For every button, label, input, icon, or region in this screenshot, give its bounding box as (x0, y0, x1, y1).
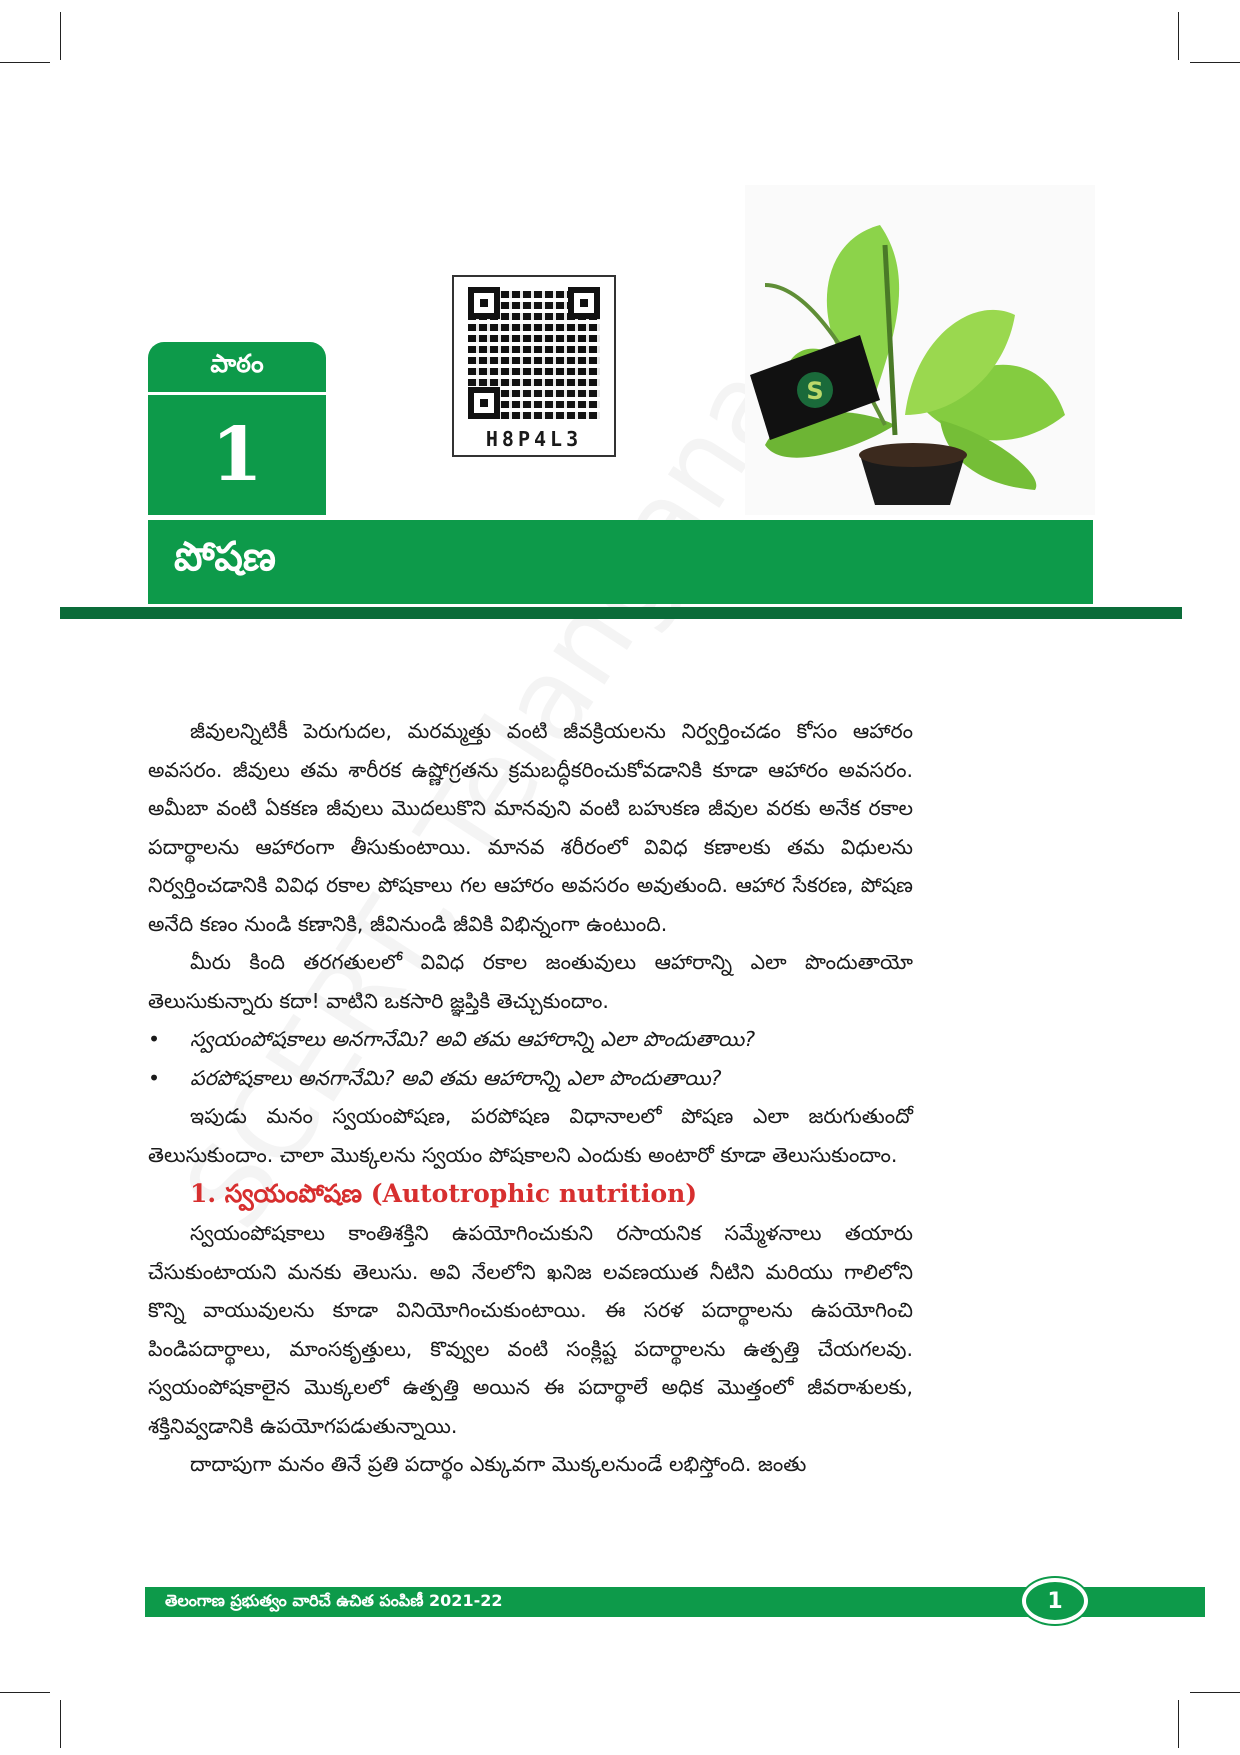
section-heading: 1. స్వయంపోషణ (Autotrophic nutrition) (190, 1179, 698, 1208)
qr-finder (468, 287, 500, 319)
crop-mark (1178, 1700, 1179, 1748)
paragraph: మీరు కింది తరగతులలో వివిధ రకాల జంతువులు ఆహారాన్ని ఎలా పొందుతాయో తెలుసుకున్నారు కదా! వాటిని ఒకసారి జ్ఞప్తికి తెచ్చుకుందాం. (148, 950, 913, 1013)
crop-mark (0, 62, 50, 63)
paragraph: దాదాపుగా మనం తినే ప్రతి పదార్థం ఎక్కువగా మొక్కలనుండే లభిస్తోంది. జంతు (190, 1452, 807, 1476)
crop-mark (60, 12, 61, 60)
body-content (148, 712, 913, 1484)
crop-mark (60, 1700, 61, 1748)
chapter-number: 1 (148, 395, 326, 515)
crop-mark (1190, 62, 1240, 63)
qr-finder (468, 387, 500, 419)
qr-code[interactable] (452, 275, 616, 457)
plant-image (745, 185, 1095, 515)
plant-tag-letter: S (806, 377, 824, 405)
footer-text: తెలంగాణ ప్రభుత్వం వారిచే ఉచిత పంపిణీ 2021-22 (165, 1590, 503, 1610)
crop-mark (0, 1692, 50, 1693)
paragraph: స్వయంపోషకాలు కాంతిశక్తిని ఉపయోగించుకుని రసాయనిక సమ్మేళనాలు తయారు చేసుకుంటాయని మనకు తెలుసు. అవి నేలలోని ఖనిజ లవణయుత నీటిని మరియు గాలిలోని కొన్ని వాయువులను కూడా వినియోగించుకుంటాయి. ఈ సరళ పదార్థాలను ఉపయోగించి పిండిపదార్థాలు, మాంసకృత్తులు, కొవ్వుల వంటి సంక్లిష్ట పదార్థాలను ఉత్పత్తి చేయగలవు. స్వయంపోషకాలైన మొక్కలలో ఉత్పత్తి అయిన ఈ పదార్థాలే అధిక మొత్తంలో జీవరాశులకు, శక్తినివ్వడానికి ఉపయోగపడుతున్నాయి. (148, 1221, 913, 1438)
page-number: 1 (1022, 1578, 1088, 1624)
qr-finder (568, 287, 600, 319)
chapter-title: పోషణ (148, 520, 1093, 604)
bullet-item: • పరపోషకాలు అనగానేమి? అవి తమ ఆహారాన్ని ఎలా పొందుతాయి? (148, 1059, 913, 1098)
paragraph: ఇపుడు మనం స్వయంపోషణ, పరపోషణ విధానాలలో పోషణ ఎలా జరుగుతుందో తెలుసుకుందాం. చాలా మొక్కలను స్వయం పోషకాలని ఎందుకు అంటారో కూడా తెలుసుకుందాం. (148, 1104, 913, 1167)
qr-code-text: H8P4L3 (485, 427, 583, 451)
crop-mark (1178, 12, 1179, 60)
header-rule (60, 607, 1182, 619)
bullet-item: • స్వయంపోషకాలు అనగానేమి? అవి తమ ఆహారాన్ని ఎలా పొందుతాయి? (148, 1020, 913, 1059)
paragraph: జీవులన్నిటికీ పెరుగుదల, మరమ్మత్తు వంటి జీవక్రియలను నిర్వర్తించడం కోసం ఆహారం అవసరం. జీవులు తమ శారీరక ఉష్ణోగ్రతను క్రమబద్ధీకరించుకోవడానికి కూడా ఆహారం అవసరం. అమీబా వంటి ఏకకణ జీవులు మొదలుకొని మానవుని వంటి బహుకణ జీవుల వరకు అనేక రకాల పదార్థాలను ఆహారంగా తీసుకుంటాయి. మానవ శరీరంలో వివిధ కణాలకు తమ విధులను నిర్వర్తించడానికి వివిధ రకాల పోషకాలు గల ఆహారం అవసరం అవుతుంది. ఆహార సేకరణ, పోషణ అనేది కణం నుండి కణానికి, జీవినుండి జీవికి విభిన్నంగా ఉంటుంది. (148, 719, 913, 936)
chapter-label: పాఠం (148, 342, 326, 392)
crop-mark (1190, 1692, 1240, 1693)
